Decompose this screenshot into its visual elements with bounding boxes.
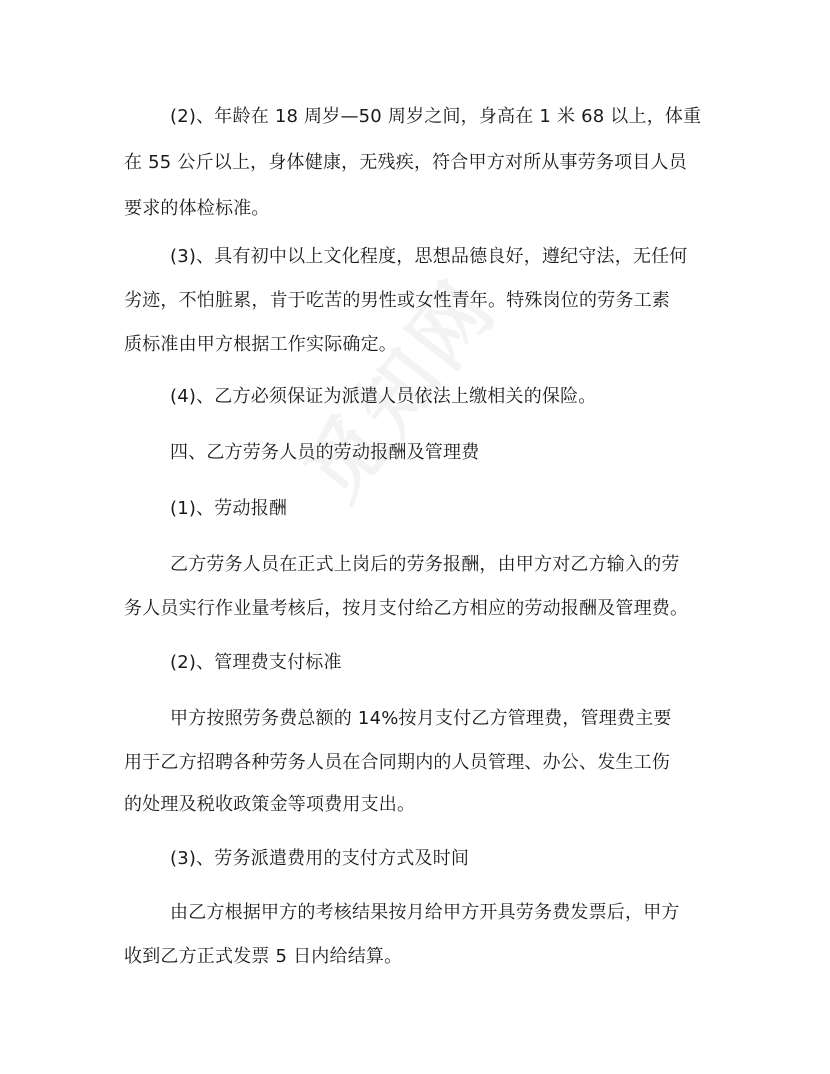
subheading-3: (3)、劳务派遣费用的支付方式及时间 xyxy=(170,848,470,869)
paragraph-2-line-2: 劣迹，不怕脏累，肯于吃苦的男性或女性青年。特殊岗位的劳务工素 xyxy=(124,290,670,311)
paragraph-10-line-1: 由乙方根据甲方的考核结果按月给甲方开具劳务费发票后，甲方 xyxy=(170,902,680,923)
paragraph-1-line-1: (2)、年龄在 18 周岁—50 周岁之间，身高在 1 米 68 以上，体重 xyxy=(170,106,702,127)
paragraph-1-line-3: 要求的体检标准。 xyxy=(124,198,270,219)
subheading-1: (1)、劳动报酬 xyxy=(170,498,288,519)
subheading-2: (2)、管理费支付标准 xyxy=(170,652,342,673)
paragraph-1-line-2: 在 55 公斤以上，身体健康，无残疾，符合甲方对所从事劳务项目人员 xyxy=(124,152,687,173)
paragraph-8-line-3: 的处理及税收政策金等项费用支出。 xyxy=(124,794,416,815)
section-heading-4: 四、乙方劳务人员的劳动报酬及管理费 xyxy=(170,442,480,463)
paragraph-8-line-2: 用于乙方招聘各种劳务人员在合同期内的人员管理、办公、发生工伤 xyxy=(124,752,670,773)
paragraph-2-line-1: (3)、具有初中以上文化程度，思想品德良好，遵纪守法，无任何 xyxy=(170,246,688,267)
paragraph-6-line-1: 乙方劳务人员在正式上岗后的劳务报酬，由甲方对乙方输入的劳 xyxy=(170,554,680,575)
paragraph-8-line-1: 甲方按照劳务费总额的 14%按月支付乙方管理费，管理费主要 xyxy=(170,708,672,729)
paragraph-6-line-2: 务人员实行作业量考核后，按月支付给乙方相应的劳动报酬及管理费。 xyxy=(124,598,689,619)
paragraph-2-line-3: 质标准由甲方根据工作实际确定。 xyxy=(124,334,397,355)
paragraph-10-line-2: 收到乙方正式发票 5 日内给结算。 xyxy=(124,946,403,967)
paragraph-3-line-1: (4)、乙方必须保证为派遣人员依法上缴相关的保险。 xyxy=(170,386,597,407)
